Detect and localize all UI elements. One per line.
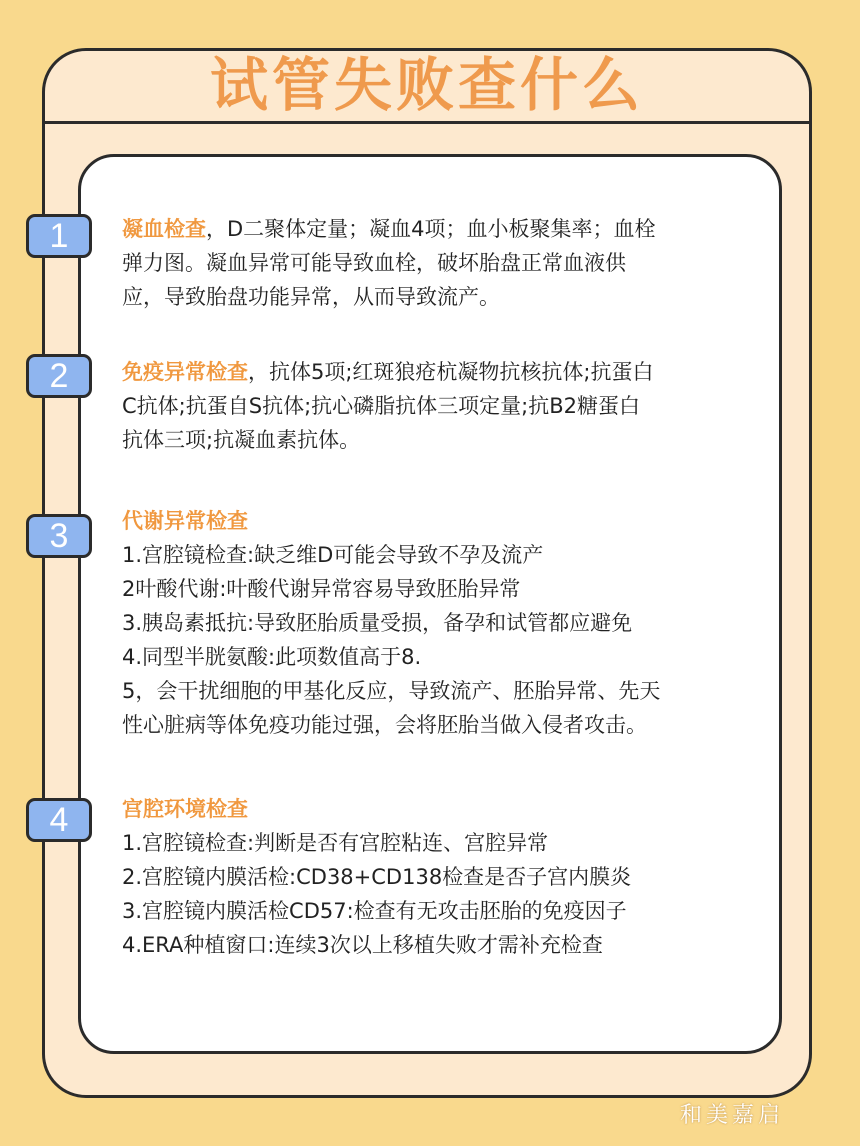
section-number-badge: 3 <box>26 514 92 558</box>
section-heading: 凝血检查 <box>122 217 206 241</box>
section-line: 免疫异常检查，抗体5项;红斑狼疮杭凝物抗核抗体;抗蛋白 <box>122 360 654 384</box>
section-line: 3.宫腔镜内膜活检CD57:检查有无攻击胚胎的免疫因子 <box>122 899 627 923</box>
section-line: 应，导致胎盘功能异常，从而导致流产。 <box>122 285 500 309</box>
section-metabolic <box>122 504 762 742</box>
section-line: 弹力图。凝血异常可能导致血栓，破坏胎盘正常血液供 <box>122 251 626 275</box>
section-line: 3.胰岛素抵抗:导致胚胎质量受损，备孕和试管都应避免 <box>122 611 633 635</box>
title-bar <box>42 48 812 124</box>
section-heading: 免疫异常检查 <box>122 360 248 384</box>
section-coagulation <box>122 212 762 314</box>
section-line: 1.宫腔镜检查:判断是否有宫腔粘连、宫腔异常 <box>122 831 549 855</box>
section-number-badge: 1 <box>26 214 92 258</box>
section-line: 1.宫腔镜检查:缺乏维D可能会导致不孕及流产 <box>122 543 544 567</box>
section-immune <box>122 355 762 457</box>
section-line: 2叶酸代谢:叶酸代谢异常容易导致胚胎异常 <box>122 577 521 601</box>
section-line: 4.ERA种植窗口:连续3次以上移植失败才需补充检查 <box>122 933 603 957</box>
section-line: 凝血检查，D二聚体定量；凝血4项；血小板聚集率；血栓 <box>122 217 656 241</box>
section-uterine <box>122 792 762 962</box>
section-line: 4.同型半胱氨酸:此项数值高于8. <box>122 645 422 669</box>
section-number-badge: 4 <box>26 798 92 842</box>
section-line: 性心脏病等体免疫功能过强，会将胚胎当做入侵者攻击。 <box>122 713 647 737</box>
section-heading: 宫腔环境检查 <box>122 797 248 821</box>
section-line: 2.宫腔镜内膜活检:CD38+CD138检查是否子宫内膜炎 <box>122 865 632 889</box>
section-line: 5，会干扰细胞的甲基化反应，导致流产、胚胎异常、先天 <box>122 679 661 703</box>
page-title: 试管失败查什么 <box>209 50 644 119</box>
section-number-badge: 2 <box>26 354 92 398</box>
section-line: 抗体三项;抗凝血素抗体。 <box>122 428 361 452</box>
watermark: 和美嘉启 <box>680 1103 785 1128</box>
section-heading: 代谢异常检查 <box>122 509 248 533</box>
section-line: C抗体;抗蛋自S抗体;抗心磷脂抗体三项定量;抗B2糖蛋白 <box>122 394 640 418</box>
